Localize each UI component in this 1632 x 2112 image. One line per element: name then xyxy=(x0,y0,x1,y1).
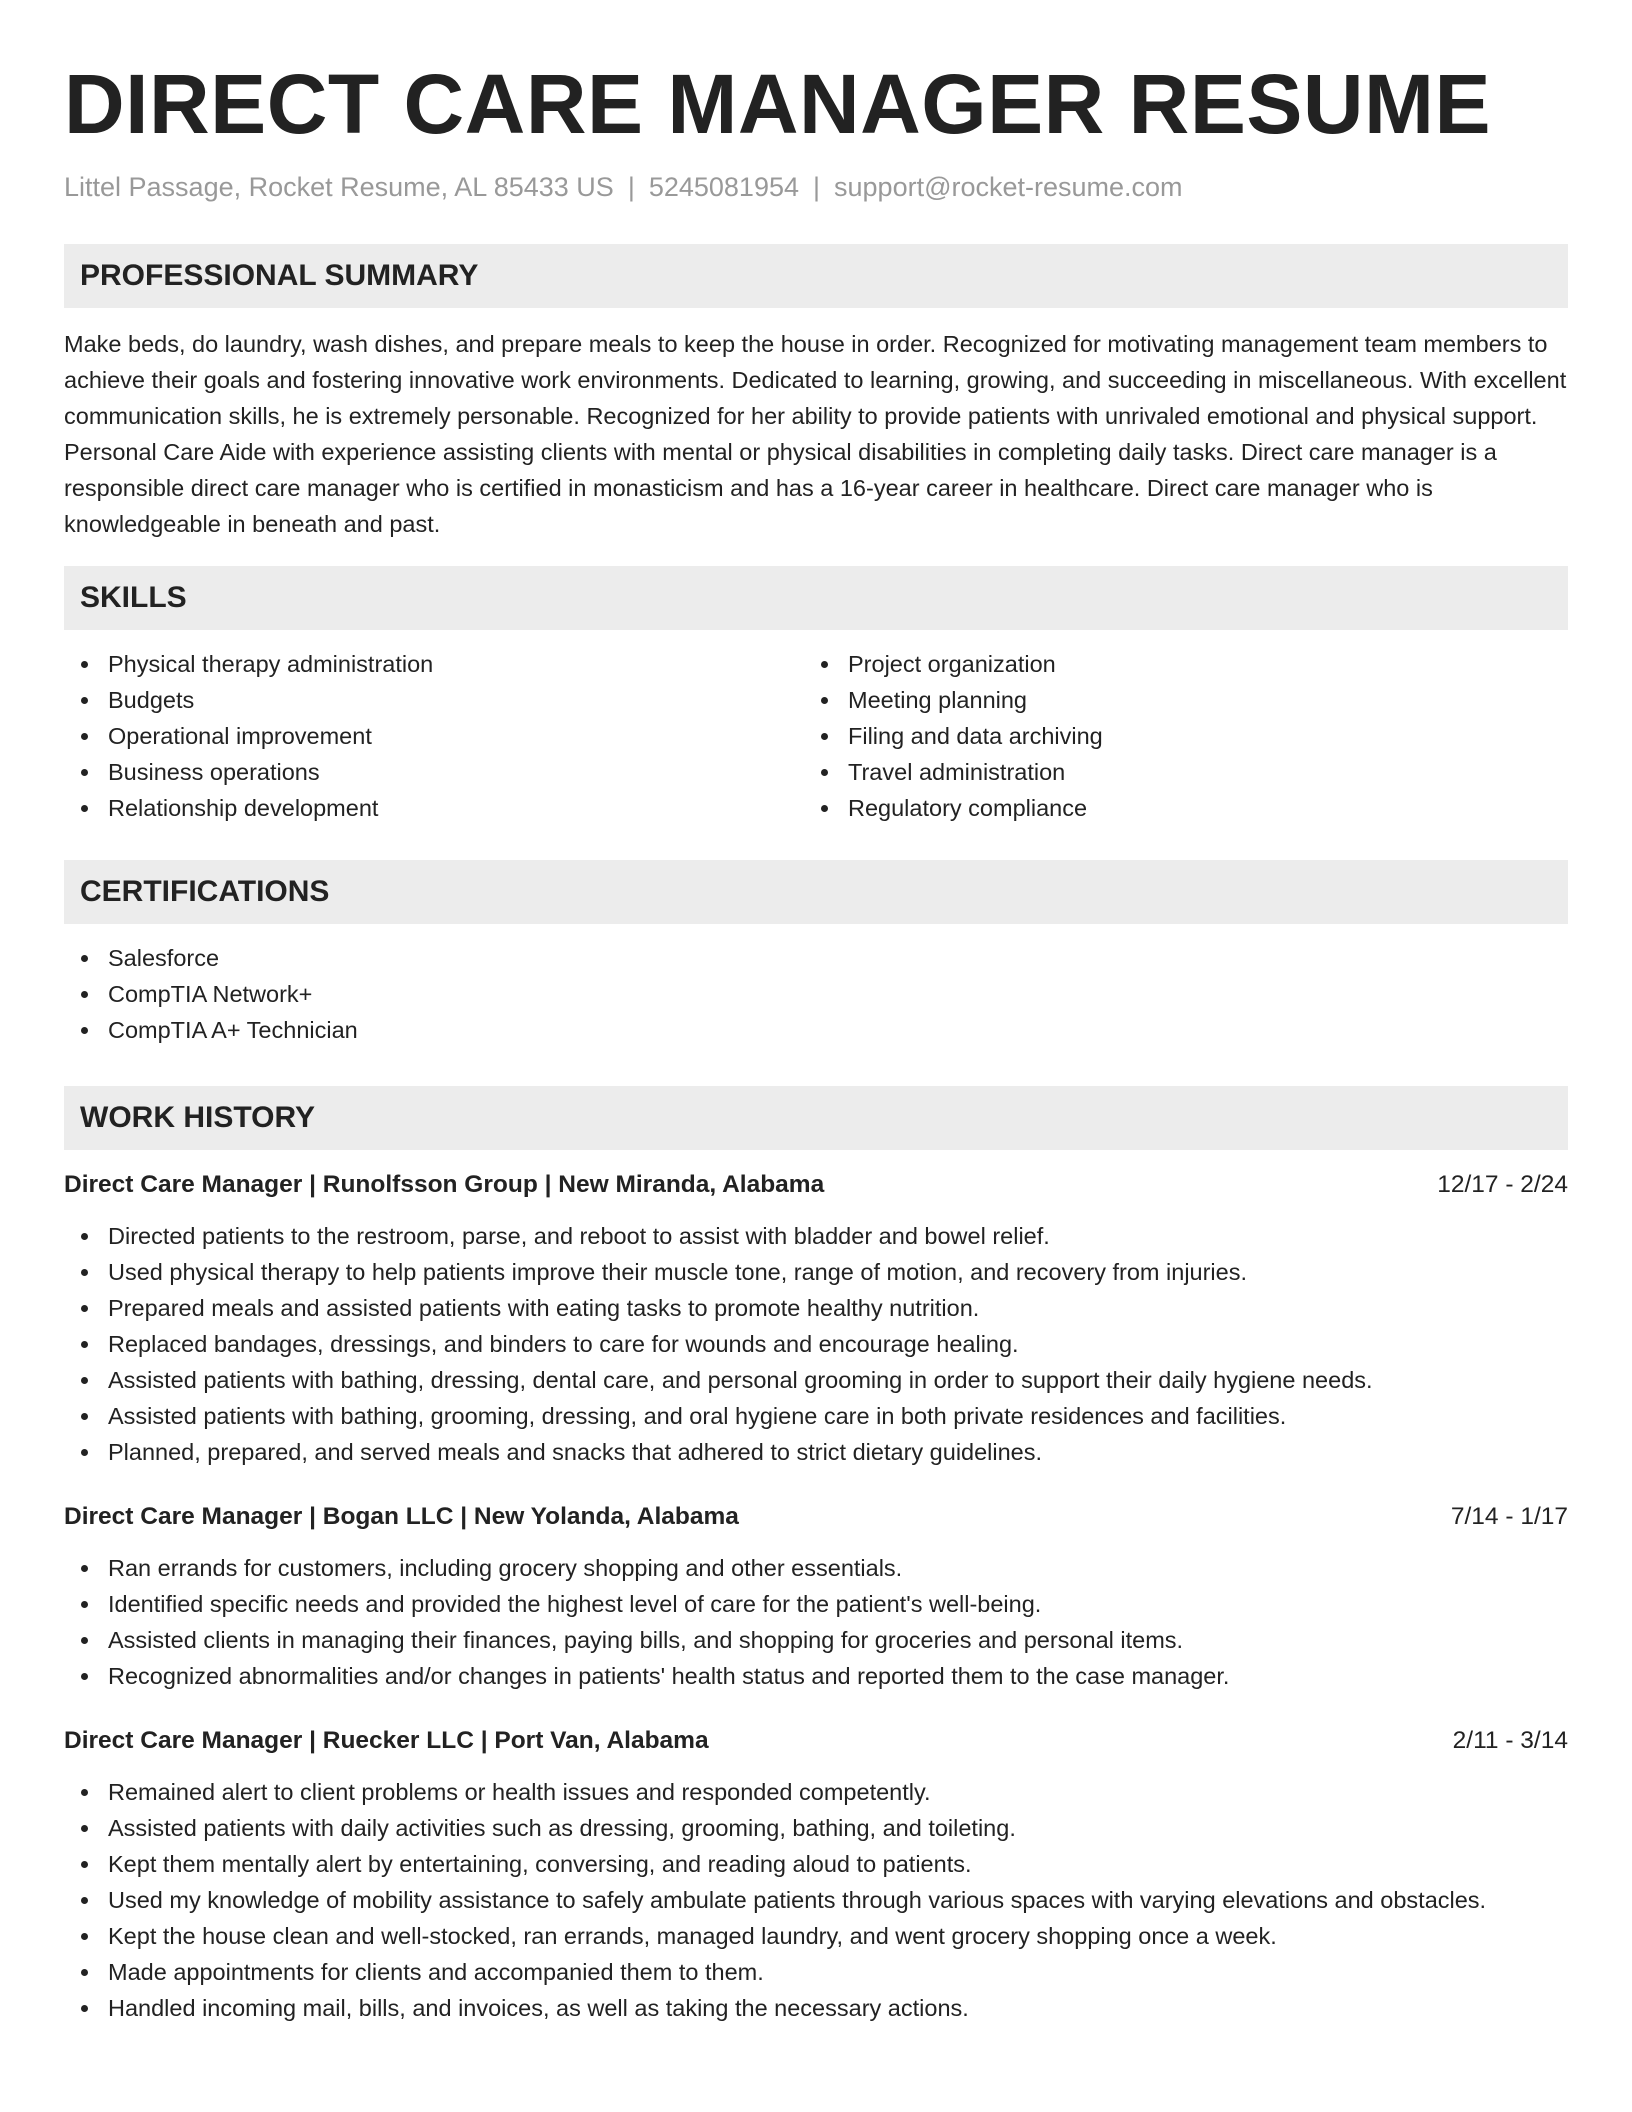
job-duty: Assisted patients with daily activities such as dressing, grooming, bathing, and toileting. xyxy=(64,1810,1568,1846)
contact-separator: | xyxy=(627,172,635,202)
job-duty: Recognized abnormalities and/or changes in patients' health status and reported them to the case manager. xyxy=(64,1658,1568,1694)
job-duty: Made appointments for clients and accompanied them to them. xyxy=(64,1954,1568,1990)
contact-phone: 5245081954 xyxy=(648,172,799,202)
job-duty: Remained alert to client problems or health issues and responded competently. xyxy=(64,1774,1568,1810)
job-duty: Kept the house clean and well-stocked, ran errands, managed laundry, and went grocery shopping once a week. xyxy=(64,1918,1568,1954)
job-duty: Used physical therapy to help patients improve their muscle tone, range of motion, and recovery from injuries. xyxy=(64,1254,1568,1290)
job-duty: Planned, prepared, and served meals and snacks that adhered to strict dietary guidelines. xyxy=(64,1434,1568,1470)
work-history-heading: WORK HISTORY xyxy=(64,1086,1568,1150)
skill-item: Operational improvement xyxy=(64,718,804,754)
job-header xyxy=(64,1724,1568,1758)
job-title: Direct Care Manager | Bogan LLC | New Yolanda, Alabama xyxy=(64,1503,739,1530)
skill-item: Filing and data archiving xyxy=(804,718,1568,754)
job-duty: Identified specific needs and provided the highest level of care for the patient's well-being. xyxy=(64,1586,1568,1622)
skill-item: Travel administration xyxy=(804,754,1568,790)
job-duty: Assisted clients in managing their finances, paying bills, and shopping for groceries and personal items. xyxy=(64,1622,1568,1658)
skills-list-right xyxy=(804,646,1568,826)
summary-text: Make beds, do laundry, wash dishes, and prepare meals to keep the house in order. Recognized for motivating management team members to achieve their goals and fostering innovative work environments. Dedicated to learning, growing, and succeeding in miscellaneous. With excellent communication skills, he is extremely personable. Recognized for her ability to provide patients with unrivaled emotional and physical support. Personal Care Aide with experience assisting clients with mental or physical disabilities in completing daily tasks. Direct care manager is a responsible direct care manager who is certified in monasticism and has a 16-year career in healthcare. Direct care manager who is knowledgeable in beneath and past. xyxy=(64,331,1567,537)
certifications-section xyxy=(64,860,1568,1048)
job-duty: Replaced bandages, dressings, and binders to care for wounds and encourage healing. xyxy=(64,1326,1568,1362)
job-duty: Prepared meals and assisted patients with eating tasks to promote healthy nutrition. xyxy=(64,1290,1568,1326)
skill-item: Business operations xyxy=(64,754,804,790)
job-duties-list xyxy=(64,1550,1568,1694)
certifications-heading: CERTIFICATIONS xyxy=(64,860,1568,924)
certifications-list xyxy=(64,940,1568,1048)
skill-item: Physical therapy administration xyxy=(64,646,804,682)
certification-item: Salesforce xyxy=(64,940,1568,976)
contact-address: Littel Passage, Rocket Resume, AL 85433 US xyxy=(64,172,614,202)
job-duty: Handled incoming mail, bills, and invoices, as well as taking the necessary actions. xyxy=(64,1990,1568,2026)
skills-section xyxy=(64,566,1568,826)
skills-heading: SKILLS xyxy=(64,566,1568,630)
job-dates: 2/11 - 3/14 xyxy=(1452,1727,1568,1754)
contact-email: support@rocket-resume.com xyxy=(834,172,1183,202)
skill-item: Project organization xyxy=(804,646,1568,682)
resume-title: DIRECT CARE MANAGER RESUME xyxy=(64,57,1492,151)
job-dates: 7/14 - 1/17 xyxy=(1450,1503,1568,1530)
job-entry xyxy=(64,1724,1568,2026)
job-entry xyxy=(64,1168,1568,1470)
skills-grid xyxy=(64,646,1568,826)
skill-item: Budgets xyxy=(64,682,804,718)
job-title: Direct Care Manager | Ruecker LLC | Port Van, Alabama xyxy=(64,1727,709,1754)
job-duties-list xyxy=(64,1774,1568,2026)
contact-separator: | xyxy=(813,172,821,202)
job-header xyxy=(64,1168,1568,1202)
summary-heading: PROFESSIONAL SUMMARY xyxy=(64,244,1568,308)
job-duty: Directed patients to the restroom, parse, and reboot to assist with bladder and bowel relief. xyxy=(64,1218,1568,1254)
skill-item: Relationship development xyxy=(64,790,804,826)
job-entry xyxy=(64,1500,1568,1694)
certification-item: CompTIA Network+ xyxy=(64,976,1568,1012)
contact-line xyxy=(64,170,1568,204)
job-duty: Kept them mentally alert by entertaining, conversing, and reading aloud to patients. xyxy=(64,1846,1568,1882)
job-duty: Used my knowledge of mobility assistance to safely ambulate patients through various spaces with varying elevations and obstacles. xyxy=(64,1882,1568,1918)
work-history-section xyxy=(64,1086,1568,2026)
job-title: Direct Care Manager | Runolfsson Group | New Miranda, Alabama xyxy=(64,1171,825,1198)
skills-list-left xyxy=(64,646,804,826)
skill-item: Meeting planning xyxy=(804,682,1568,718)
job-duties-list xyxy=(64,1218,1568,1470)
job-duty: Assisted patients with bathing, dressing, dental care, and personal grooming in order to support their daily hygiene needs. xyxy=(64,1362,1568,1398)
job-duty: Assisted patients with bathing, grooming, dressing, and oral hygiene care in both private residences and facilities. xyxy=(64,1398,1568,1434)
certification-item: CompTIA A+ Technician xyxy=(64,1012,1568,1048)
skill-item: Regulatory compliance xyxy=(804,790,1568,826)
summary-section xyxy=(64,244,1568,542)
job-dates: 12/17 - 2/24 xyxy=(1437,1171,1568,1198)
job-header xyxy=(64,1500,1568,1534)
job-duty: Ran errands for customers, including grocery shopping and other essentials. xyxy=(64,1550,1568,1586)
